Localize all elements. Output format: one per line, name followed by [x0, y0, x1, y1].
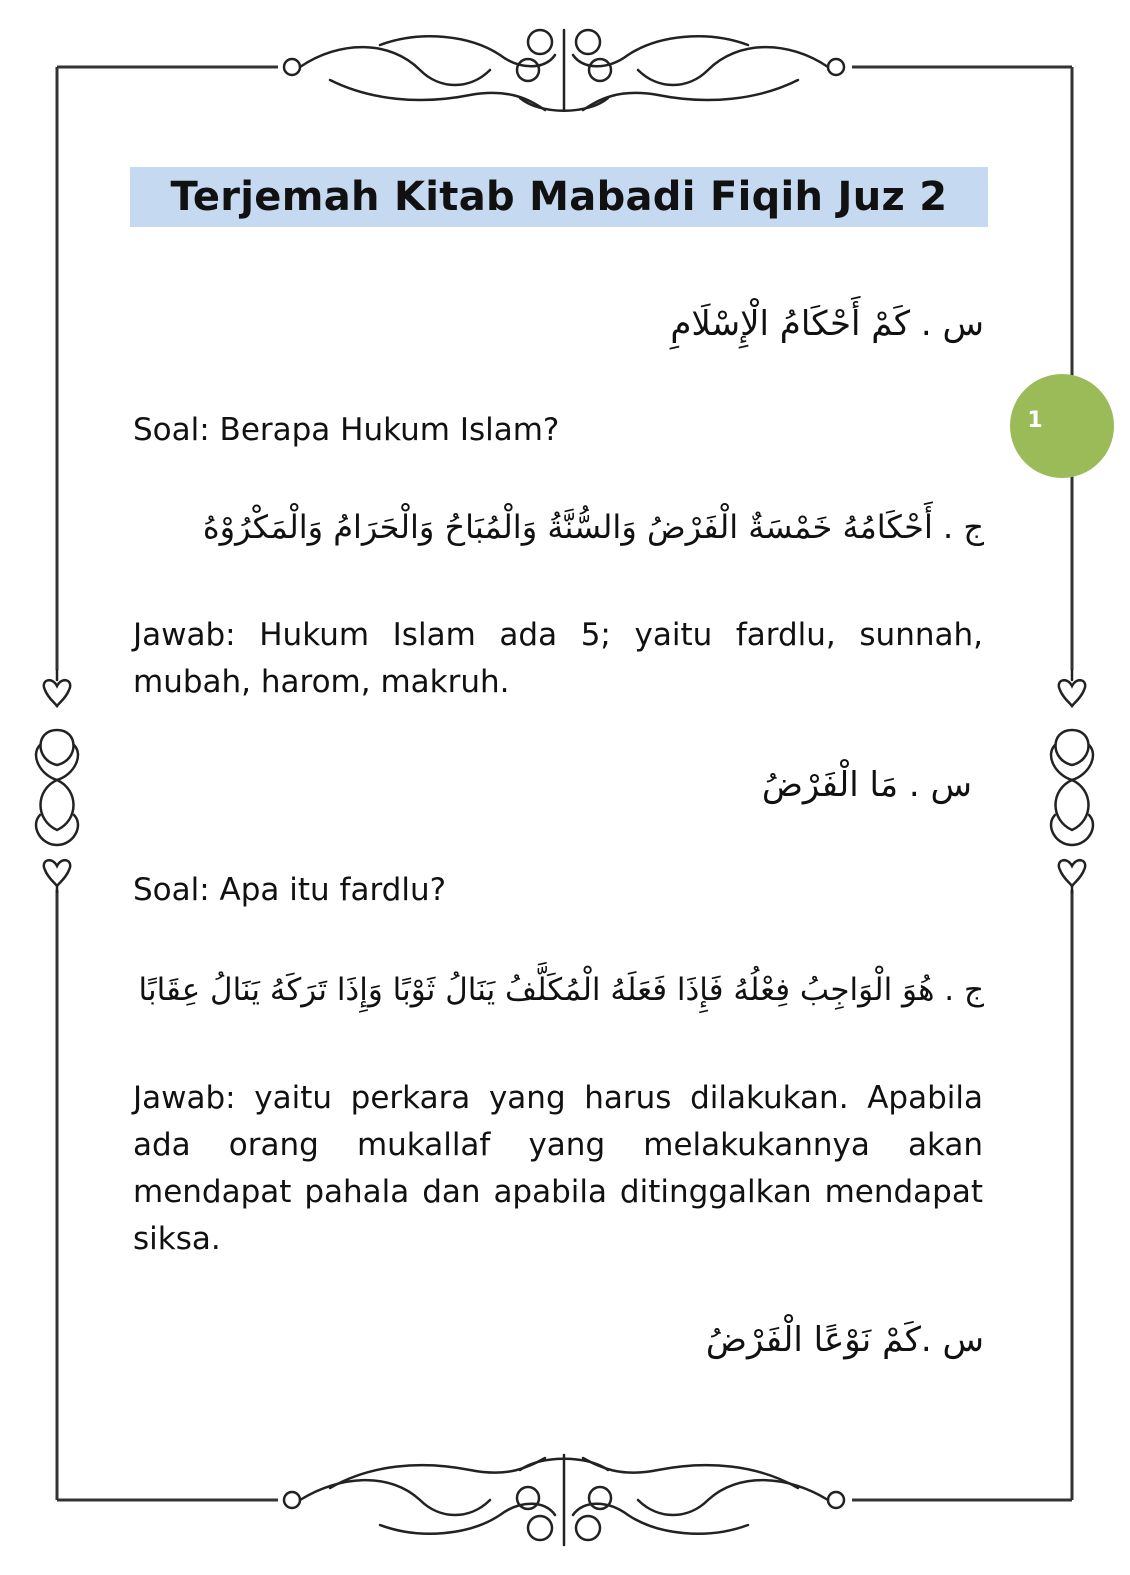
- question-3-arabic: س .كَمْ نَوْعًا الْفَرْضُ: [705, 1320, 984, 1360]
- answer-1-arabic: ج . أَحْكَامُهُ خَمْسَةٌ الْفَرْضُ وَالسُّنَّةُ وَالْمُبَاحُ وَالْحَرَامُ وَالْمَكْرُوْهُ: [202, 508, 984, 546]
- question-2-translation: Soal: Apa itu fardlu?: [133, 872, 447, 908]
- page-number: 1: [1027, 407, 1043, 433]
- title-banner: [130, 167, 988, 227]
- page-title: Terjemah Kitab Mabadi Fiqih Juz 2: [170, 174, 948, 220]
- right-side-ornament-icon: [1051, 670, 1093, 892]
- bottom-ornament-icon: [284, 1455, 844, 1545]
- question-1-translation: Soal: Berapa Hukum Islam?: [133, 412, 560, 448]
- question-1-arabic: س . كَمْ أَحْكَامُ الْإِسْلَامِ: [670, 304, 984, 344]
- answer-1-translation: Jawab: Hukum Islam ada 5; yaitu fardlu, sunnah, mubah, harom, makruh.: [133, 617, 983, 700]
- answer-2-arabic: ج . هُوَ الْوَاجِبُ فِعْلُهُ فَإِذَا فَعَلَهُ الْمُكَلَّفُ يَنَالُ ثَوْبًا وَإِذَا تَرَكَهُ يَنَالُ عِقَابًا: [138, 972, 984, 1008]
- page-number-badge: [1010, 374, 1114, 478]
- left-side-ornament-icon: [36, 670, 78, 892]
- answer-2-translation: Jawab: yaitu perkara yang harus dilakukan. Apabila ada orang mukallaf yang melakukannya akan mendapat pahala dan apabila ditinggalkan mendapat siksa.: [133, 1080, 983, 1257]
- question-2-arabic: س . مَا الْفَرْضُ: [761, 765, 972, 805]
- top-ornament-icon: [284, 30, 844, 111]
